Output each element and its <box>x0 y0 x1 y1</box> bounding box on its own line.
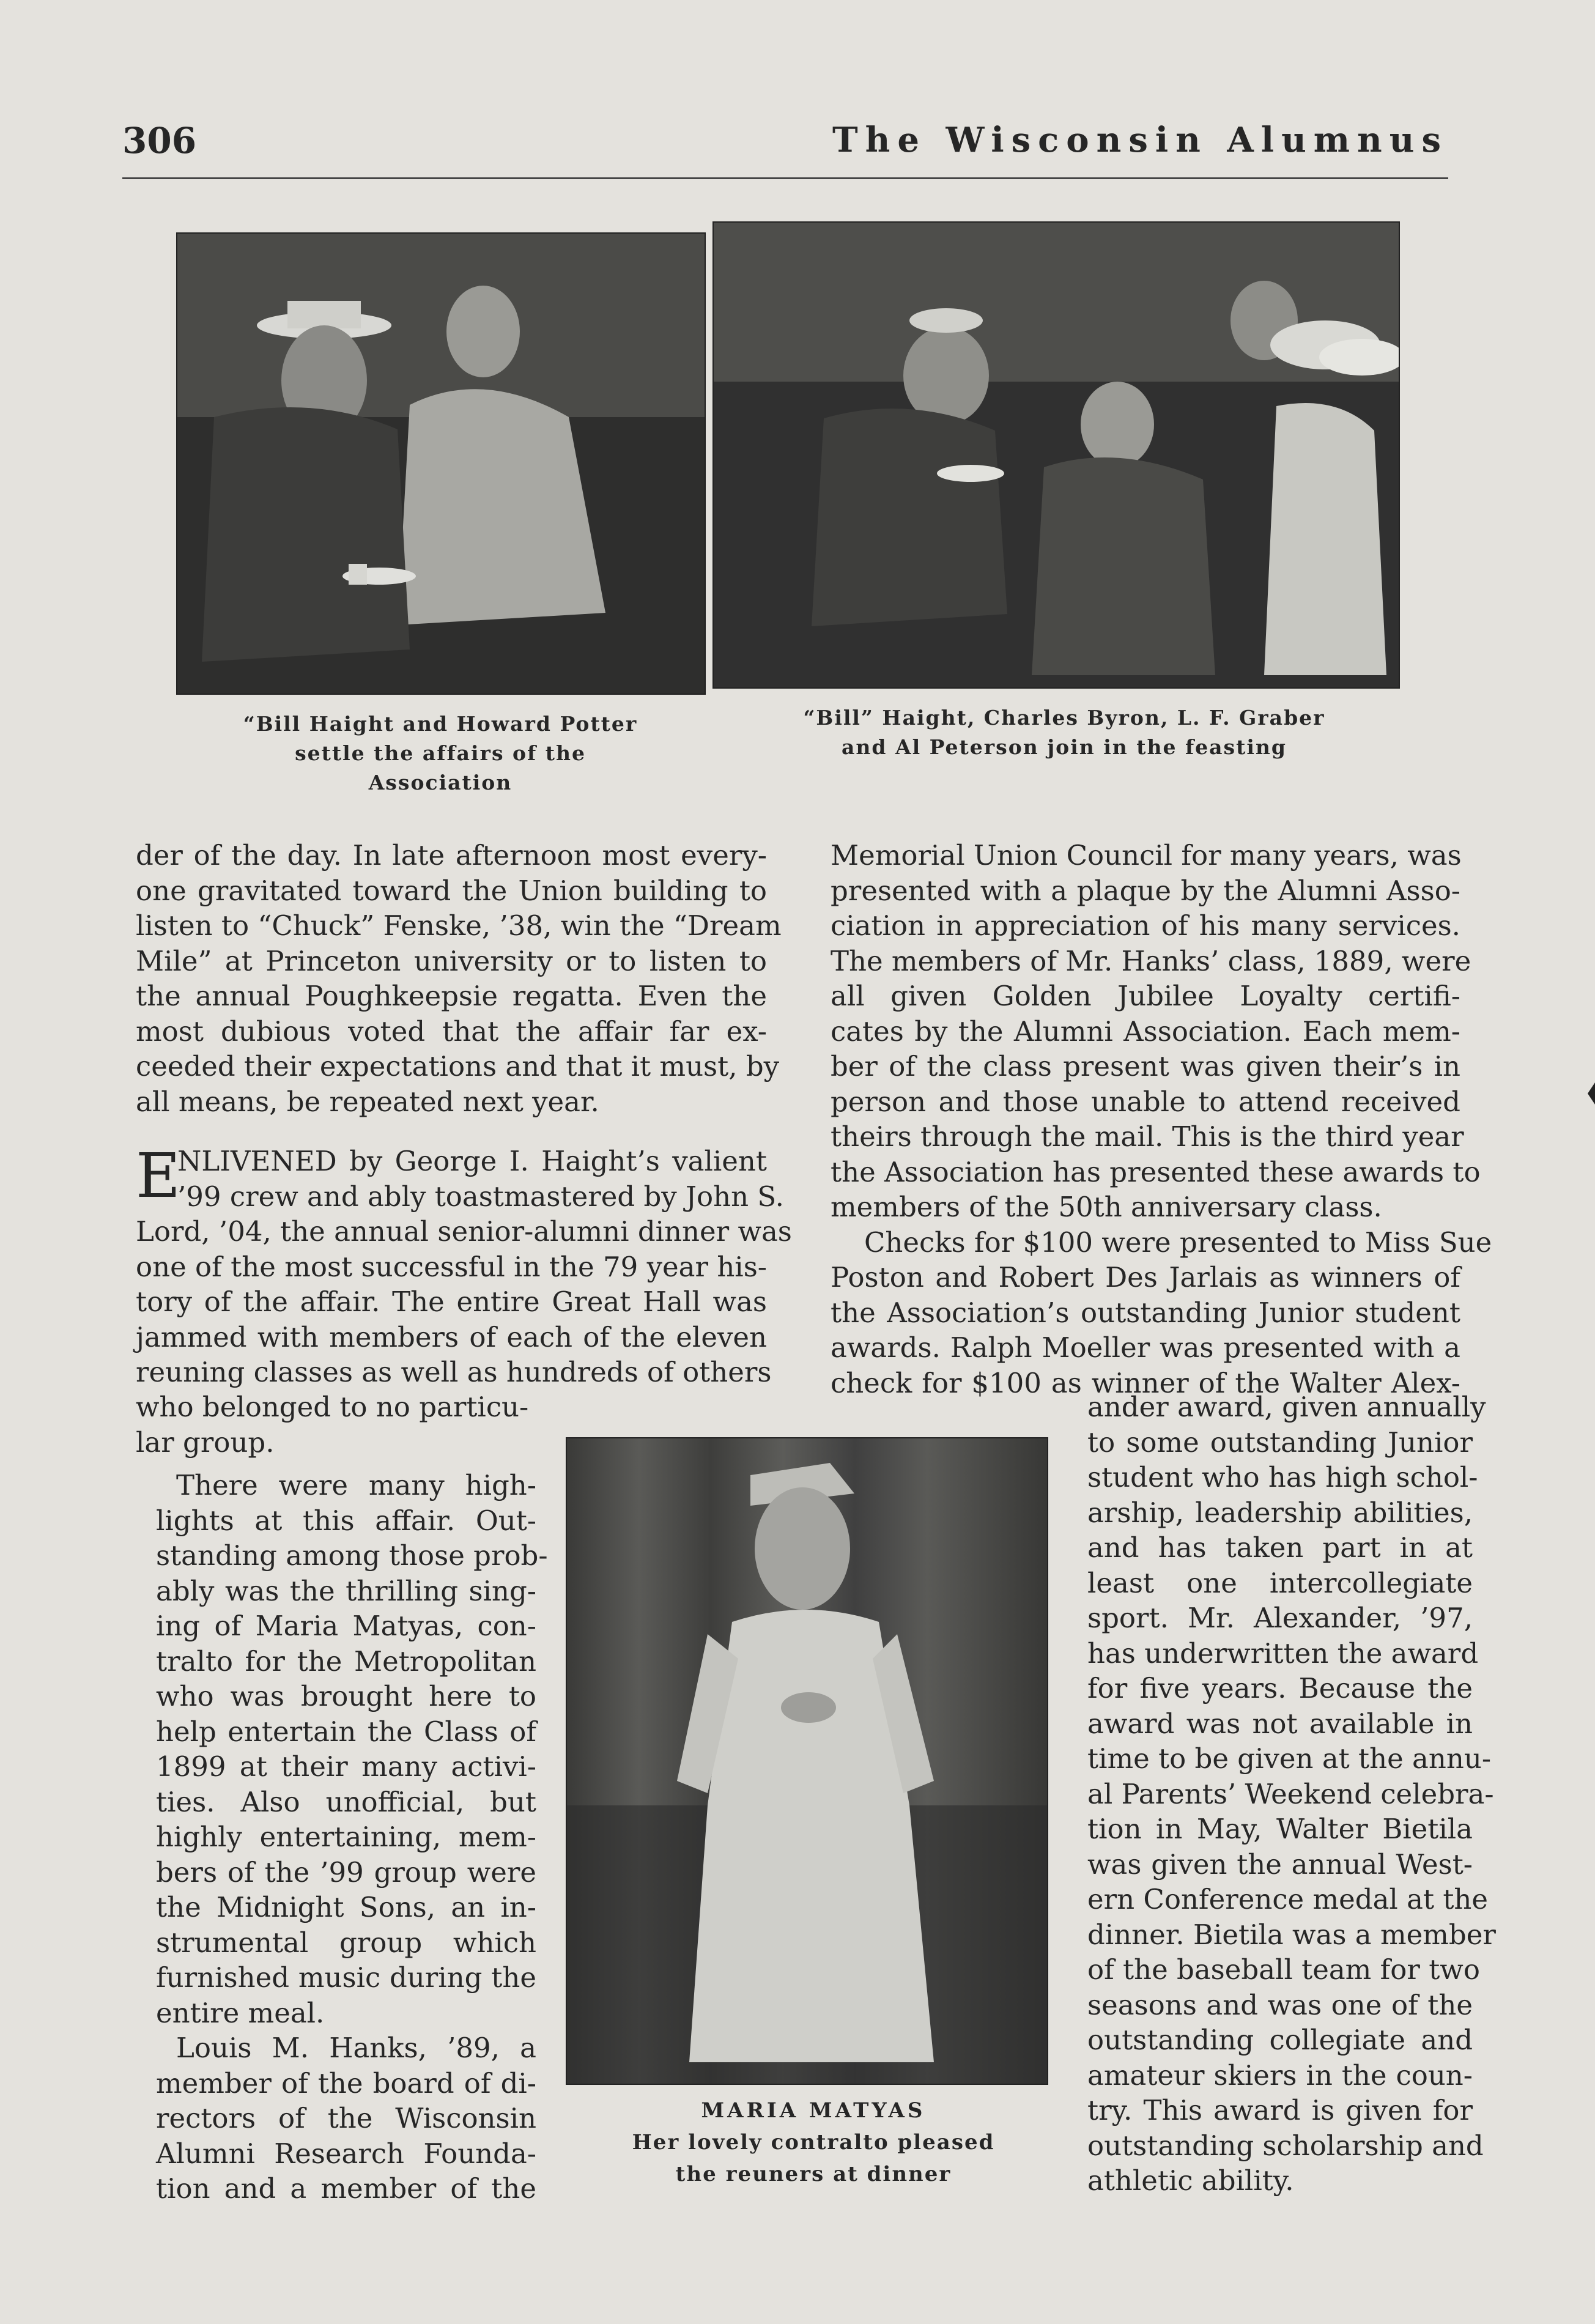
text-line: least one intercollegiate <box>1087 1566 1473 1599</box>
text-line: student who has high schol- <box>1087 1461 1478 1493</box>
right-column-narrow <box>1087 1390 1496 2199</box>
text-line: ties. Also unofficial, but <box>156 1785 536 1818</box>
text-line: reuning classes as well as hundreds of others <box>136 1356 772 1388</box>
text-line: There were many high- <box>176 1469 536 1501</box>
text-line: strumental group which <box>156 1926 536 1959</box>
caption-line: “Bill” Haight, Charles Byron, L. F. Graber <box>803 706 1325 730</box>
text-line: the Association has presented these awards to <box>831 1155 1481 1188</box>
left-column-enlivened <box>177 1144 784 1214</box>
text-line: 1899 at their many activi- <box>156 1750 536 1783</box>
text-line: rectors of the Wisconsin <box>156 2102 536 2134</box>
text-line: NLIVENED by George I. Haight’s valient <box>177 1145 767 1177</box>
text-line: Lord, ’04, the annual senior-alumni dinner was <box>136 1215 792 1248</box>
text-line: ern Conference medal at the <box>1087 1883 1489 1915</box>
caption-line: Association <box>368 771 513 794</box>
text-line: person and those unable to attend received <box>831 1085 1460 1118</box>
text-line: outstanding scholarship and <box>1087 2129 1484 2162</box>
photo-maria-matyas <box>566 1437 1048 2085</box>
text-line: bers of the ’99 group were <box>156 1856 536 1889</box>
caption-line: settle the affairs of the <box>295 741 586 765</box>
text-line: ber of the class present was given their’s in <box>831 1050 1460 1082</box>
text-line: al Parents’ Weekend celebra- <box>1087 1777 1494 1810</box>
text-line: and has taken part in at <box>1087 1531 1473 1564</box>
text-line: lights at this affair. Out- <box>156 1504 536 1537</box>
text-line: who belonged to no particu- <box>136 1391 529 1423</box>
text-line: lar group. <box>136 1426 275 1459</box>
drop-cap: E <box>136 1140 180 1212</box>
text-line: was given the annual West- <box>1087 1848 1473 1881</box>
text-line: the annual Poughkeepsie regatta. Even the <box>136 980 767 1012</box>
photo-haight-potter-image <box>177 234 705 694</box>
caption-line: and Al Peterson join in the feasting <box>842 735 1287 759</box>
text-line: dinner. Bietila was a member <box>1087 1918 1496 1951</box>
left-column-narrow <box>156 1468 548 2207</box>
text-line: member of the board of di- <box>156 2067 536 2100</box>
left-column-top <box>136 838 782 1119</box>
caption-line: the reuners at dinner <box>675 2162 952 2186</box>
text-line: jammed with members of each of the eleven <box>136 1320 767 1353</box>
text-line: most dubious voted that the affair far ex- <box>136 1015 767 1048</box>
page-number: 306 <box>122 120 197 161</box>
text-line: to some outstanding Junior <box>1087 1426 1473 1459</box>
text-line: Checks for $100 were presented to Miss Sue <box>864 1226 1492 1259</box>
text-line: Memorial Union Council for many years, was <box>831 839 1462 871</box>
text-line: time to be given at the annu- <box>1087 1742 1492 1775</box>
text-line: one of the most successful in the 79 year his- <box>136 1250 767 1283</box>
text-line: of the baseball team for two <box>1087 1953 1480 1986</box>
caption-title: MARIA MATYAS <box>701 2098 926 2123</box>
text-line: all given Golden Jubilee Loyalty certifi- <box>831 980 1460 1012</box>
journal-title: The Wisconsin Alumnus <box>832 120 1448 160</box>
text-line: outstanding collegiate and <box>1087 2024 1473 2056</box>
page-edge-mark <box>1588 1082 1595 1105</box>
text-line: ceeded their expectations and that it must, by <box>136 1050 780 1082</box>
text-line: standing among those prob- <box>156 1539 548 1572</box>
text-line: seasons and was one of the <box>1087 1988 1473 2021</box>
page-header <box>122 116 1448 179</box>
text-line: ander award, given annually <box>1087 1391 1486 1423</box>
text-line: award was not available in <box>1087 1707 1473 1740</box>
text-line: the Midnight Sons, an in- <box>156 1891 536 1923</box>
text-line: all means, be repeated next year. <box>136 1085 599 1118</box>
text-line: Poston and Robert Des Jarlais as winners of <box>831 1261 1460 1293</box>
text-line: tralto for the Metropolitan <box>156 1645 536 1678</box>
photo-feasting-group-image <box>714 223 1399 687</box>
text-line: listen to “Chuck” Fenske, ’38, win the “Dream <box>136 909 782 942</box>
caption-feasting-group <box>734 703 1394 762</box>
photo-haight-potter <box>176 232 706 695</box>
left-column-enlivened-rest <box>136 1214 792 1390</box>
text-line: Alumni Research Founda- <box>156 2137 536 2170</box>
text-line: amateur skiers in the coun- <box>1087 2059 1473 2092</box>
text-line: cates by the Alumni Association. Each mem- <box>831 1015 1460 1048</box>
text-line: awards. Ralph Moeller was presented with a <box>831 1331 1460 1364</box>
text-line: theirs through the mail. This is the third year <box>831 1120 1464 1153</box>
text-line: check for $100 as winner of the Walter Alex- <box>831 1366 1460 1399</box>
text-line: arship, leadership abilities, <box>1087 1496 1473 1529</box>
text-line: ciation in appreciation of his many services. <box>831 909 1460 942</box>
text-line: has underwritten the award <box>1087 1637 1479 1670</box>
text-line: Mile” at Princeton university or to listen to <box>136 944 767 977</box>
text-line: entire meal. <box>156 1996 325 2029</box>
caption-haight-potter <box>177 709 703 797</box>
text-line: tion and a member of the <box>156 2172 536 2205</box>
text-line: ing of Maria Matyas, con- <box>156 1610 536 1642</box>
text-line: help entertain the Class of <box>156 1715 536 1748</box>
text-line: Louis M. Hanks, ’89, a <box>176 2032 536 2064</box>
text-line: the Association’s outstanding Junior student <box>831 1296 1460 1329</box>
text-line: The members of Mr. Hanks’ class, 1889, were <box>831 944 1471 977</box>
text-line: sport. Mr. Alexander, ’97, <box>1087 1602 1473 1634</box>
text-line: tion in May, Walter Bietila <box>1087 1813 1473 1845</box>
left-column-particular <box>136 1390 539 1460</box>
text-line: tory of the affair. The entire Great Hall was <box>136 1286 767 1318</box>
text-line: ably was the thrilling sing- <box>156 1574 536 1607</box>
text-line: presented with a plaque by the Alumni Asso- <box>831 874 1460 907</box>
text-line: der of the day. In late afternoon most every- <box>136 839 767 871</box>
text-line: ’99 crew and ably toastmastered by John S. <box>177 1180 784 1213</box>
photo-maria-matyas-image <box>567 1438 1047 2084</box>
caption-line: “Bill Haight and Howard Potter <box>243 712 638 736</box>
photo-feasting-group <box>712 221 1400 689</box>
text-line: furnished music during the <box>156 1961 536 1994</box>
text-line: one gravitated toward the Union building to <box>136 874 767 907</box>
text-line: highly entertaining, mem- <box>156 1821 536 1853</box>
text-line: members of the 50th anniversary class. <box>831 1191 1382 1223</box>
text-line: athletic ability. <box>1087 2164 1294 2197</box>
caption-line: Her lovely contralto pleased <box>632 2130 995 2155</box>
caption-maria-matyas <box>575 2095 1052 2190</box>
text-line: who was brought here to <box>156 1680 536 1712</box>
text-line: for five years. Because the <box>1087 1672 1473 1704</box>
right-column-wide <box>831 838 1492 1401</box>
text-line: try. This award is given for <box>1087 2094 1473 2126</box>
